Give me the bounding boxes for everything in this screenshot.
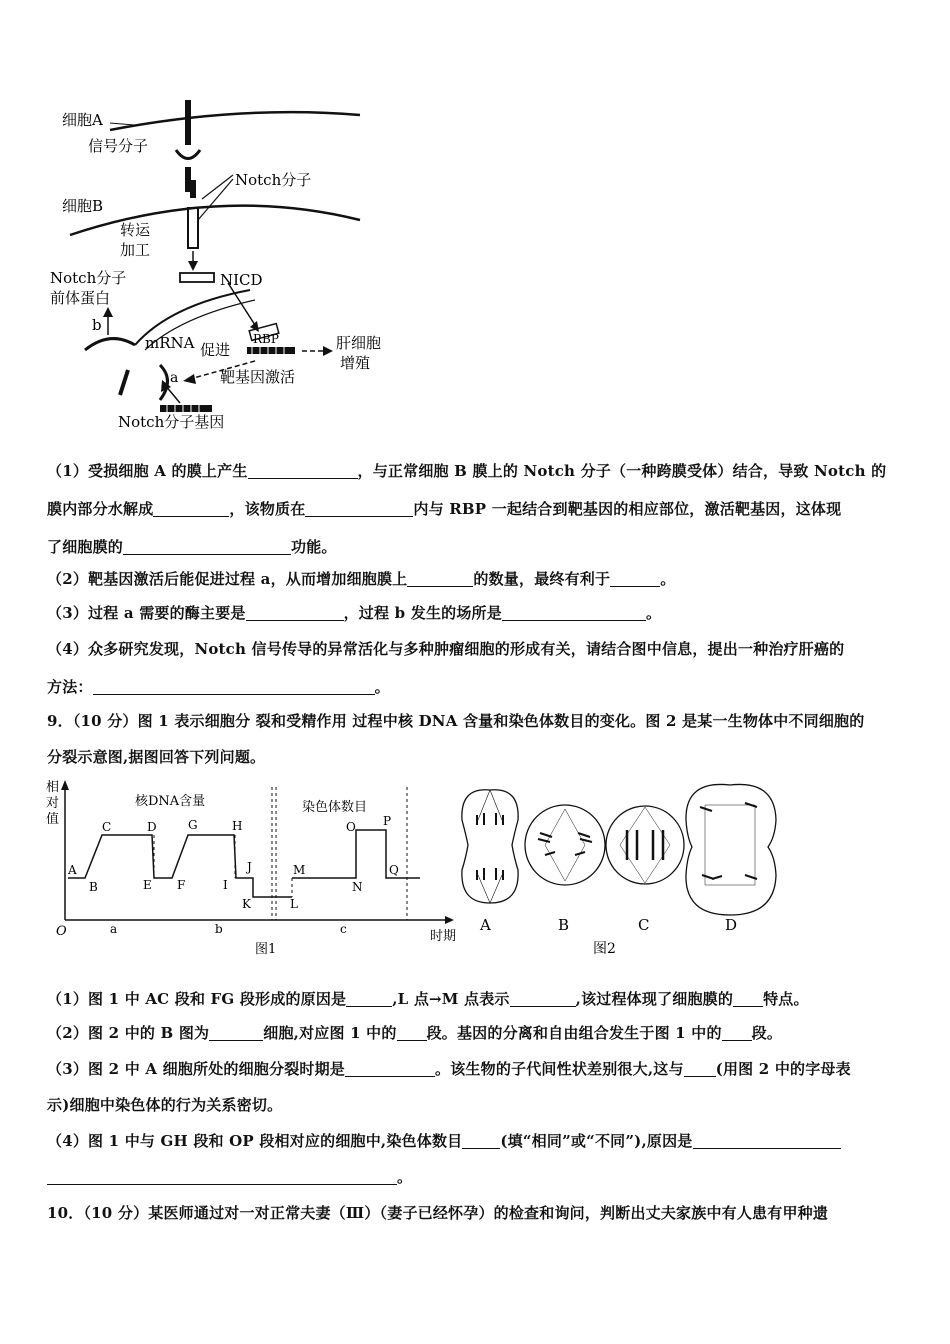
cell-a-drawing <box>462 790 518 903</box>
label-liver1: 肝细胞 <box>336 334 382 352</box>
label-b: b <box>92 316 102 334</box>
svg-text:M: M <box>293 863 306 877</box>
label-transport2: 加工 <box>120 241 151 259</box>
label-rbp: RBP <box>253 332 279 346</box>
svg-text:B: B <box>89 880 98 894</box>
blank[interactable] <box>733 992 763 1007</box>
label-dna: 核DNA含量 <box>135 794 206 809</box>
blank[interactable] <box>722 1026 752 1041</box>
blank[interactable] <box>610 572 660 587</box>
cell-c-drawing <box>606 806 684 884</box>
q8-line7: 方法： 。 <box>47 678 390 696</box>
blank[interactable] <box>93 680 375 695</box>
blank[interactable] <box>345 1062 435 1077</box>
label-cell-a: 细胞A <box>62 111 103 129</box>
q8-line5: （3）过程 a 需要的酶主要是 ，过程 b 发生的场所是 。 <box>47 604 662 622</box>
label-precursor1: Notch分子 <box>50 269 127 287</box>
svg-text:Q: Q <box>389 863 399 877</box>
label-precursor2: 前体蛋白 <box>50 289 111 307</box>
svg-text:图1: 图1 <box>255 942 277 957</box>
label-a: a <box>170 370 179 386</box>
svg-text:G: G <box>188 818 198 832</box>
receptor-cup <box>176 150 200 159</box>
svg-text:N: N <box>352 880 363 894</box>
svg-text:相: 相 <box>46 780 60 795</box>
nicd-block <box>180 273 214 282</box>
blank[interactable] <box>407 572 473 587</box>
q8-line6: （4）众多研究发现，Notch 信号传导的异常活化与多种肿瘤细胞的形成有关，请结合图中信息，提出一种治疗肝癌的 <box>47 640 845 658</box>
q9-line4: 示)细胞中染色体的行为关系密切。 <box>47 1096 283 1114</box>
blank[interactable] <box>153 502 229 517</box>
cell-d-drawing <box>686 784 776 915</box>
svg-text:C: C <box>102 820 112 834</box>
svg-text:P: P <box>383 814 392 828</box>
q8-line2: 膜内部分水解成 ，该物质在 内与 RBP 一起结合到靶基因的相应部位，激活靶基因，这体现 <box>47 500 842 518</box>
label-gene: Notch分子基因 <box>118 413 225 431</box>
blank[interactable] <box>346 992 392 1007</box>
cell-b-drawing <box>525 805 605 885</box>
blank[interactable] <box>248 464 358 479</box>
svg-text:H: H <box>232 819 243 833</box>
cell-b-membrane <box>70 206 360 235</box>
q9-line2: （2）图 2 中的 B 图为 细胞,对应图 1 中的 段。基因的分离和自由组合发生于图 1 中的 段。 <box>47 1024 783 1042</box>
svg-text:B: B <box>558 916 570 934</box>
label-nicd: NICD <box>220 271 263 289</box>
svg-text:值: 值 <box>46 812 60 827</box>
label-mrna: mRNA <box>145 334 195 352</box>
blank[interactable] <box>47 1170 397 1185</box>
label-chrom: 染色体数目 <box>302 800 368 815</box>
notch-molecule <box>188 208 198 248</box>
svg-text:E: E <box>143 878 152 892</box>
svg-text:对: 对 <box>46 796 60 811</box>
label-cell-b: 细胞B <box>62 197 104 215</box>
svg-text:J: J <box>247 860 252 874</box>
q9-line1: （1）图 1 中 AC 段和 FG 段形成的原因是 ,L 点→M 点表示 ,该过程体现了细胞膜的 特点。 <box>47 990 809 1008</box>
blank[interactable] <box>305 502 413 517</box>
q8-line4: （2）靶基因激活后能促进过程 a，从而增加细胞膜上 的数量，最终有利于 。 <box>47 570 676 588</box>
notch-gene-dna <box>160 405 212 412</box>
blank[interactable] <box>209 1026 263 1041</box>
label-signal: 信号分子 <box>88 137 149 155</box>
blank[interactable] <box>684 1062 716 1077</box>
label-notch: Notch分子 <box>235 171 312 189</box>
dna-chromosome-figure <box>40 775 920 965</box>
svg-text:D: D <box>147 820 157 834</box>
signal-molecule <box>185 100 191 145</box>
blank[interactable] <box>510 992 576 1007</box>
svg-text:时期: 时期 <box>430 929 457 944</box>
q9-header2: 分裂示意图,据图回答下列问题。 <box>47 748 266 766</box>
blank[interactable] <box>502 606 646 621</box>
svg-text:图2: 图2 <box>593 941 616 957</box>
q9-line3: （3）图 2 中 A 细胞所处的细胞分裂时期是 。该生物的子代间性状差别很大,这与 (用图 2 中的字母表 <box>47 1060 851 1078</box>
svg-text:F: F <box>177 878 186 892</box>
blank[interactable] <box>397 1026 427 1041</box>
q8-line3: 了细胞膜的 功能。 <box>47 538 337 556</box>
svg-text:A: A <box>68 863 77 877</box>
label-transport1: 转运 <box>120 221 151 239</box>
svg-text:O: O <box>56 924 67 939</box>
label-liver2: 增殖 <box>340 354 371 372</box>
svg-text:c: c <box>340 922 347 936</box>
mrna-strand <box>85 339 135 350</box>
q9-line6: 。 <box>47 1166 907 1187</box>
svg-text:D: D <box>725 916 738 934</box>
svg-text:L: L <box>290 897 298 911</box>
svg-text:C: C <box>638 916 650 934</box>
chromosome-number-line <box>292 830 420 878</box>
svg-text:K: K <box>242 897 251 911</box>
label-target: 靶基因激活 <box>220 368 296 386</box>
q9-line5: （4）图 1 中与 GH 段和 OP 段相对应的细胞中,染色体数目 (填“相同”或“不同”),原因是 <box>47 1130 907 1151</box>
blank[interactable] <box>123 540 291 555</box>
q8-line1: （1）受损细胞 A 的膜上产生 ，与正常细胞 B 膜上的 Notch 分子（一种跨膜受体）结合，导致 Notch 的 <box>47 462 887 480</box>
label-promote: 促进 <box>200 341 231 359</box>
blank[interactable] <box>462 1134 500 1149</box>
notch-signaling-diagram <box>40 95 400 435</box>
q9-header1: 9．（10 分）图 1 表示细胞分 裂和受精作用 过程中核 DNA 含量和染色体数目的变化。图 2 是某一生物体中不同细胞的 <box>47 712 865 730</box>
cell-a-membrane <box>110 112 360 130</box>
svg-text:I: I <box>223 878 228 892</box>
blank[interactable] <box>693 1134 841 1149</box>
svg-text:O: O <box>346 820 356 834</box>
svg-text:b: b <box>215 922 223 936</box>
target-gene-dna <box>247 347 295 354</box>
svg-text:A: A <box>480 916 491 934</box>
svg-text:a: a <box>110 922 118 936</box>
blank[interactable] <box>246 606 344 621</box>
q10-header: 10．（10 分）某医师通过对一对正常夫妻（Ⅲ）（妻子已经怀孕）的检查和询问，判断出丈夫家族中有人患有甲种遗 <box>47 1204 829 1222</box>
